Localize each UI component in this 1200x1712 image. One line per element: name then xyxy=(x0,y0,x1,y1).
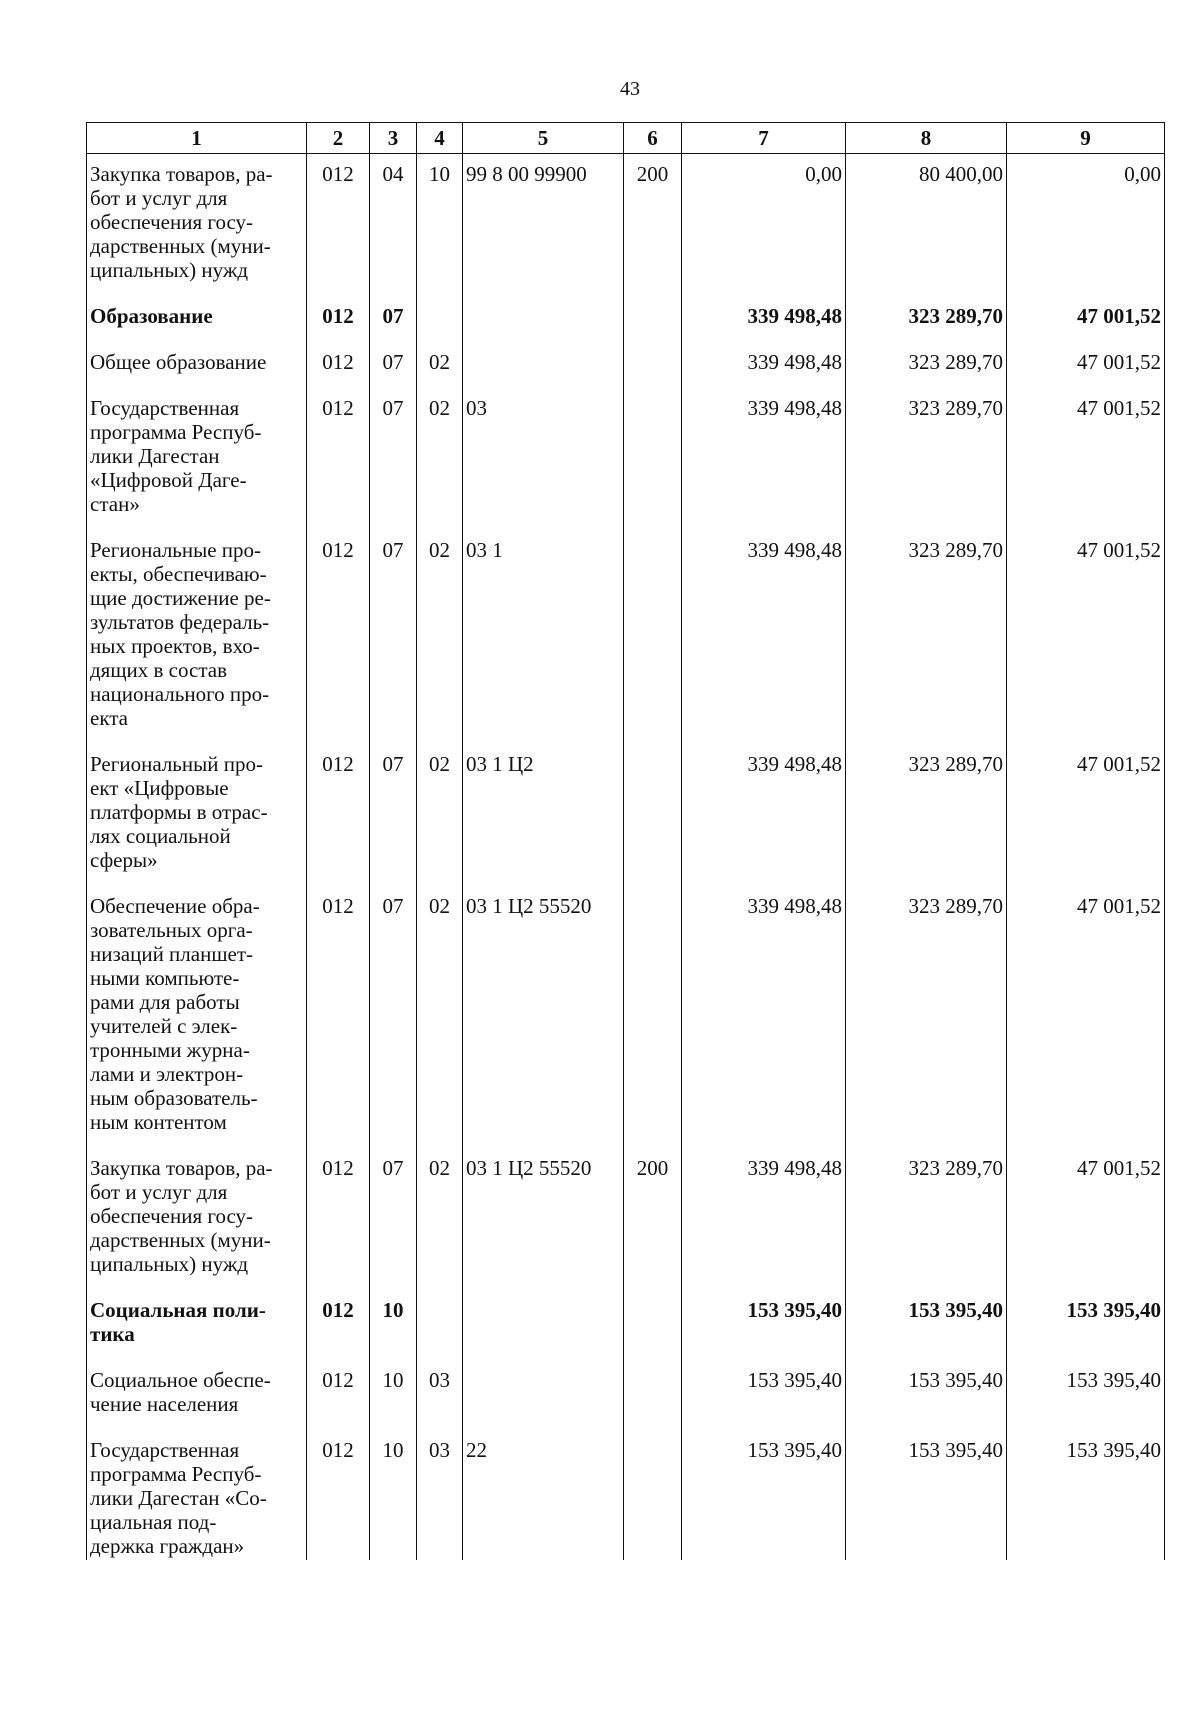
code-section: 04 xyxy=(370,154,417,297)
amount-col-9: 153 395,40 xyxy=(1007,1360,1165,1430)
column-header: 2 xyxy=(307,123,370,154)
amount-col-7: 153 395,40 xyxy=(682,1430,846,1560)
code-subsection: 02 xyxy=(417,342,463,388)
item-name: Региональные про- екты, обеспечиваю- щие достижение ре- зультатов федераль- ных проектов, вхо- дящих в состав национального про- екта xyxy=(87,530,307,744)
table-row xyxy=(87,1148,1165,1290)
item-name: Государственная программа Респуб- лики Дагестан «Со- циальная под- держка граждан» xyxy=(87,1430,307,1560)
amount-col-8: 153 395,40 xyxy=(846,1360,1007,1430)
code-subsection: 03 xyxy=(417,1360,463,1430)
header-row xyxy=(87,123,1165,154)
amount-col-7: 339 498,48 xyxy=(682,530,846,744)
table-row xyxy=(87,530,1165,744)
code-target: 03 1 Ц2 55520 xyxy=(463,886,624,1148)
code-admin: 012 xyxy=(307,886,370,1148)
code-section: 07 xyxy=(370,530,417,744)
amount-col-7: 153 395,40 xyxy=(682,1290,846,1360)
code-expense-type: 200 xyxy=(624,154,682,297)
code-target: 03 1 xyxy=(463,530,624,744)
column-header: 5 xyxy=(463,123,624,154)
amount-col-9: 47 001,52 xyxy=(1007,1148,1165,1290)
code-admin: 012 xyxy=(307,388,370,530)
code-target xyxy=(463,296,624,342)
amount-col-8: 323 289,70 xyxy=(846,530,1007,744)
code-expense-type xyxy=(624,342,682,388)
code-section: 07 xyxy=(370,296,417,342)
table-row xyxy=(87,1430,1165,1560)
code-expense-type xyxy=(624,388,682,530)
column-header: 4 xyxy=(417,123,463,154)
table-row xyxy=(87,744,1165,886)
code-admin: 012 xyxy=(307,1148,370,1290)
amount-col-8: 80 400,00 xyxy=(846,154,1007,297)
amount-col-9: 153 395,40 xyxy=(1007,1290,1165,1360)
column-header: 9 xyxy=(1007,123,1165,154)
code-expense-type xyxy=(624,296,682,342)
code-target: 03 1 Ц2 xyxy=(463,744,624,886)
code-section: 07 xyxy=(370,388,417,530)
code-admin: 012 xyxy=(307,1430,370,1560)
table-row xyxy=(87,886,1165,1148)
amount-col-8: 323 289,70 xyxy=(846,1148,1007,1290)
code-target xyxy=(463,342,624,388)
item-name: Закупка товаров, ра- бот и услуг для обеспечения госу- дарственных (муни- ципальных) нужд xyxy=(87,1148,307,1290)
code-section: 10 xyxy=(370,1290,417,1360)
amount-col-9: 47 001,52 xyxy=(1007,530,1165,744)
table-row xyxy=(87,342,1165,388)
amount-col-7: 339 498,48 xyxy=(682,388,846,530)
item-name: Закупка товаров, ра- бот и услуг для обеспечения госу- дарственных (муни- ципальных) нужд xyxy=(87,154,307,297)
code-target xyxy=(463,1290,624,1360)
item-name: Социальное обеспе- чение населения xyxy=(87,1360,307,1430)
code-subsection: 02 xyxy=(417,886,463,1148)
code-subsection: 03 xyxy=(417,1430,463,1560)
code-subsection xyxy=(417,1290,463,1360)
code-target xyxy=(463,1360,624,1430)
amount-col-8: 323 289,70 xyxy=(846,388,1007,530)
code-admin: 012 xyxy=(307,530,370,744)
amount-col-8: 323 289,70 xyxy=(846,744,1007,886)
column-header: 3 xyxy=(370,123,417,154)
column-header: 8 xyxy=(846,123,1007,154)
item-name: Региональный про- ект «Цифровые платформы в отрас- лях социальной сферы» xyxy=(87,744,307,886)
amount-col-8: 323 289,70 xyxy=(846,342,1007,388)
column-header: 7 xyxy=(682,123,846,154)
amount-col-9: 47 001,52 xyxy=(1007,744,1165,886)
column-header: 6 xyxy=(624,123,682,154)
code-section: 10 xyxy=(370,1430,417,1560)
amount-col-8: 153 395,40 xyxy=(846,1290,1007,1360)
item-name: Общее образование xyxy=(87,342,307,388)
code-admin: 012 xyxy=(307,342,370,388)
item-name: Социальная поли- тика xyxy=(87,1290,307,1360)
code-expense-type xyxy=(624,886,682,1148)
code-subsection: 02 xyxy=(417,388,463,530)
code-target: 22 xyxy=(463,1430,624,1560)
amount-col-9: 153 395,40 xyxy=(1007,1430,1165,1560)
amount-col-9: 47 001,52 xyxy=(1007,342,1165,388)
column-header: 1 xyxy=(87,123,307,154)
code-subsection: 10 xyxy=(417,154,463,297)
code-admin: 012 xyxy=(307,1360,370,1430)
code-subsection: 02 xyxy=(417,530,463,744)
code-target: 03 1 Ц2 55520 xyxy=(463,1148,624,1290)
code-target: 99 8 00 99900 xyxy=(463,154,624,297)
item-name: Образование xyxy=(87,296,307,342)
code-admin: 012 xyxy=(307,744,370,886)
code-expense-type xyxy=(624,530,682,744)
code-admin: 012 xyxy=(307,296,370,342)
code-expense-type xyxy=(624,1360,682,1430)
code-expense-type xyxy=(624,744,682,886)
amount-col-7: 339 498,48 xyxy=(682,744,846,886)
amount-col-8: 323 289,70 xyxy=(846,296,1007,342)
code-subsection: 02 xyxy=(417,744,463,886)
item-name: Обеспечение обра- зовательных орга- низаций планшет- ными компьюте- рами для работы учителей с элек- тронными журна- лами и электрон- ным образователь- ным контентом xyxy=(87,886,307,1148)
amount-col-9: 47 001,52 xyxy=(1007,886,1165,1148)
amount-col-7: 0,00 xyxy=(682,154,846,297)
code-section: 07 xyxy=(370,886,417,1148)
code-expense-type xyxy=(624,1430,682,1560)
code-target: 03 xyxy=(463,388,624,530)
code-section: 07 xyxy=(370,1148,417,1290)
table-row xyxy=(87,1290,1165,1360)
code-subsection: 02 xyxy=(417,1148,463,1290)
amount-col-7: 339 498,48 xyxy=(682,296,846,342)
table-row xyxy=(87,388,1165,530)
code-admin: 012 xyxy=(307,1290,370,1360)
item-name: Государственная программа Респуб- лики Дагестан «Цифровой Даге- стан» xyxy=(87,388,307,530)
amount-col-7: 339 498,48 xyxy=(682,886,846,1148)
code-subsection xyxy=(417,296,463,342)
amount-col-9: 47 001,52 xyxy=(1007,296,1165,342)
table-row xyxy=(87,1360,1165,1430)
code-section: 07 xyxy=(370,342,417,388)
code-expense-type xyxy=(624,1290,682,1360)
amount-col-7: 153 395,40 xyxy=(682,1360,846,1430)
code-admin: 012 xyxy=(307,154,370,297)
amount-col-8: 323 289,70 xyxy=(846,886,1007,1148)
table-body xyxy=(87,154,1165,1561)
amount-col-7: 339 498,48 xyxy=(682,1148,846,1290)
code-section: 10 xyxy=(370,1360,417,1430)
table-row xyxy=(87,296,1165,342)
page-number: 43 xyxy=(620,78,640,100)
code-section: 07 xyxy=(370,744,417,886)
code-expense-type: 200 xyxy=(624,1148,682,1290)
table-row xyxy=(87,154,1165,297)
amount-col-7: 339 498,48 xyxy=(682,342,846,388)
amount-col-9: 0,00 xyxy=(1007,154,1165,297)
amount-col-9: 47 001,52 xyxy=(1007,388,1165,530)
budget-table xyxy=(86,122,1165,1560)
amount-col-8: 153 395,40 xyxy=(846,1430,1007,1560)
